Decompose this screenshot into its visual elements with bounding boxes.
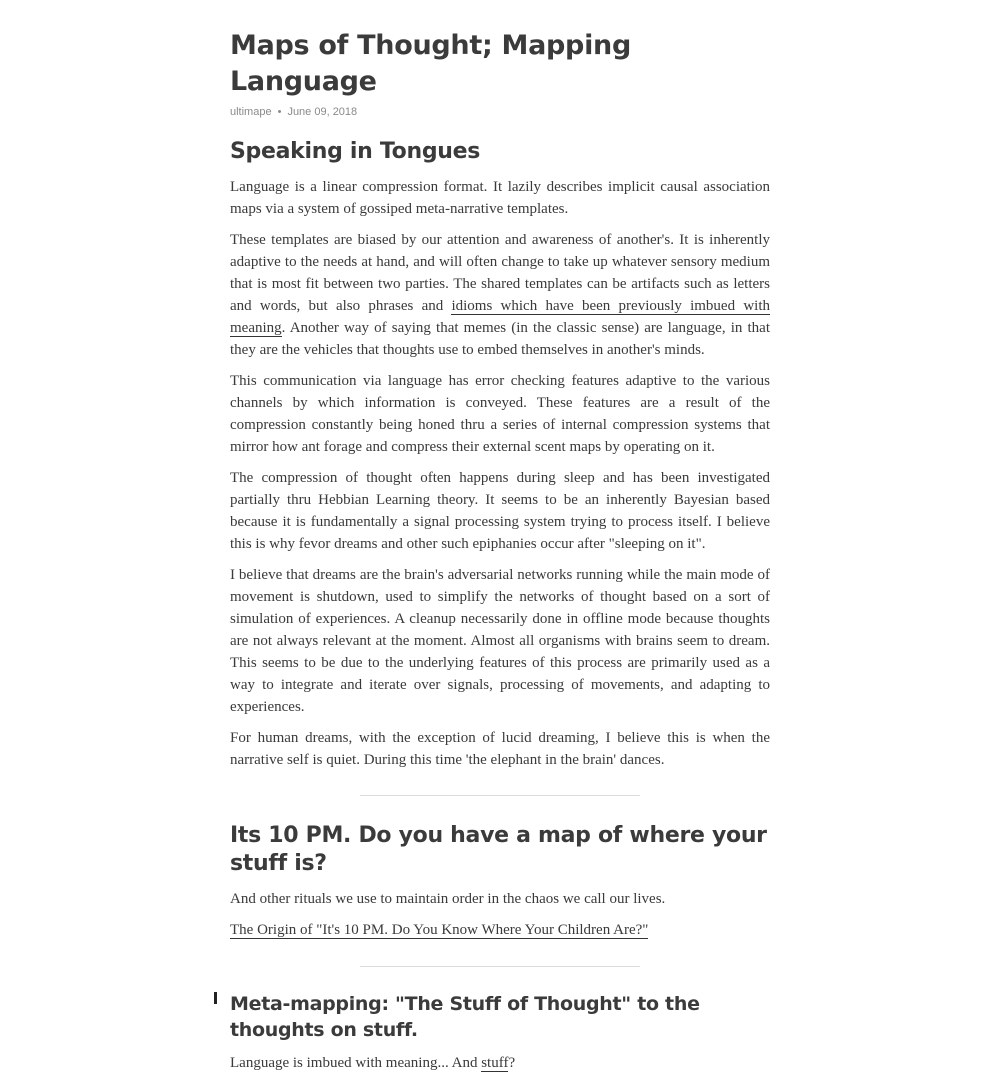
paragraph-imbued-text-a: Language is imbued with meaning... And (230, 1055, 482, 1071)
article (230, 28, 770, 1074)
post-date: June 09, 2018 (287, 106, 358, 118)
paragraph-1: Language is a linear compression format. It lazily describes implicit causal association maps via a system of gossiped meta-narrative templates. (230, 179, 770, 217)
paragraph-2 (230, 229, 770, 361)
post-meta (230, 104, 770, 120)
paragraph-6: For human dreams, with the exception of lucid dreaming, I believe this is when the narrative self is quiet. During this time 'the elephant in the brain' dances. (230, 730, 770, 768)
idioms-link[interactable]: idioms which have been previously imbued with meaning (230, 298, 770, 336)
section-heading-10pm: Its 10 PM. Do you have a map of where your stuff is? (230, 823, 767, 876)
paragraph-imbued-text-b: ? (508, 1055, 516, 1071)
paragraph-3: This communication via language has error checking features adaptive to the various channels by which information is conveyed. These features are a result of the compression constantly being honed thru a series of internal compression systems that mirror how ant forage and compress their external scent maps by operating on it. (230, 373, 770, 455)
section-divider (360, 795, 640, 796)
section-heading-speaking: Speaking in Tongues (230, 139, 481, 164)
paragraph-5: I believe that dreams are the brain's adversarial networks running while the main mode of movement is shutdown, used to simplify the networks of thought based on a sort of simulation of experiences. A cleanup necessarily done in offline mode because thoughts are not always relevant at the moment. Almost all organisms with brains seem to dream. This seems to be due to the underlying features of this process are primarily used as a way to integrate and iterate over signals, processing of movements, and adapting to experiences. (230, 567, 770, 715)
page-title: Maps of Thought; Mapping Language (230, 30, 631, 97)
paragraph-4: The compression of thought often happens during sleep and has been investigated partially thru Hebbian Learning theory. It seems to be an inherently Bayesian based because it is fundamentally a signal processing system trying to process itself. I believe this is why fevor dreams and other such epiphanies occur after "sleeping on it". (230, 470, 770, 552)
paragraph-imbued (230, 1052, 770, 1074)
paragraph-rituals: And other rituals we use to maintain order in the chaos we call our lives. (230, 891, 666, 907)
origin-link[interactable]: The Origin of "It's 10 PM. Do You Know Where Your Children Are?" (230, 922, 649, 938)
paragraph-2-text-a: These templates are biased by our attention and awareness of another's. It is inherently adaptive to the needs at hand, and will often change to take up whatever sensory medium that is most fit between two parties. The shared templates can be artifacts such as letters and words, but also phrases and (230, 232, 770, 314)
author-name: ultimape (230, 106, 272, 118)
paragraph-origin-link (230, 919, 770, 941)
section-divider (360, 966, 640, 967)
section-heading-meta-mapping: Meta-mapping: "The Stuff of Thought" to the thoughts on stuff. (230, 993, 700, 1041)
meta-separator: • (277, 106, 282, 118)
blockquote-bar (214, 992, 217, 1004)
paragraph-2-text-b: . Another way of saying that memes (in the classic sense) are language, in that they are the vehicles that thoughts use to embed themselves in another's minds. (230, 320, 770, 358)
stuff-link[interactable]: stuff (481, 1055, 509, 1071)
